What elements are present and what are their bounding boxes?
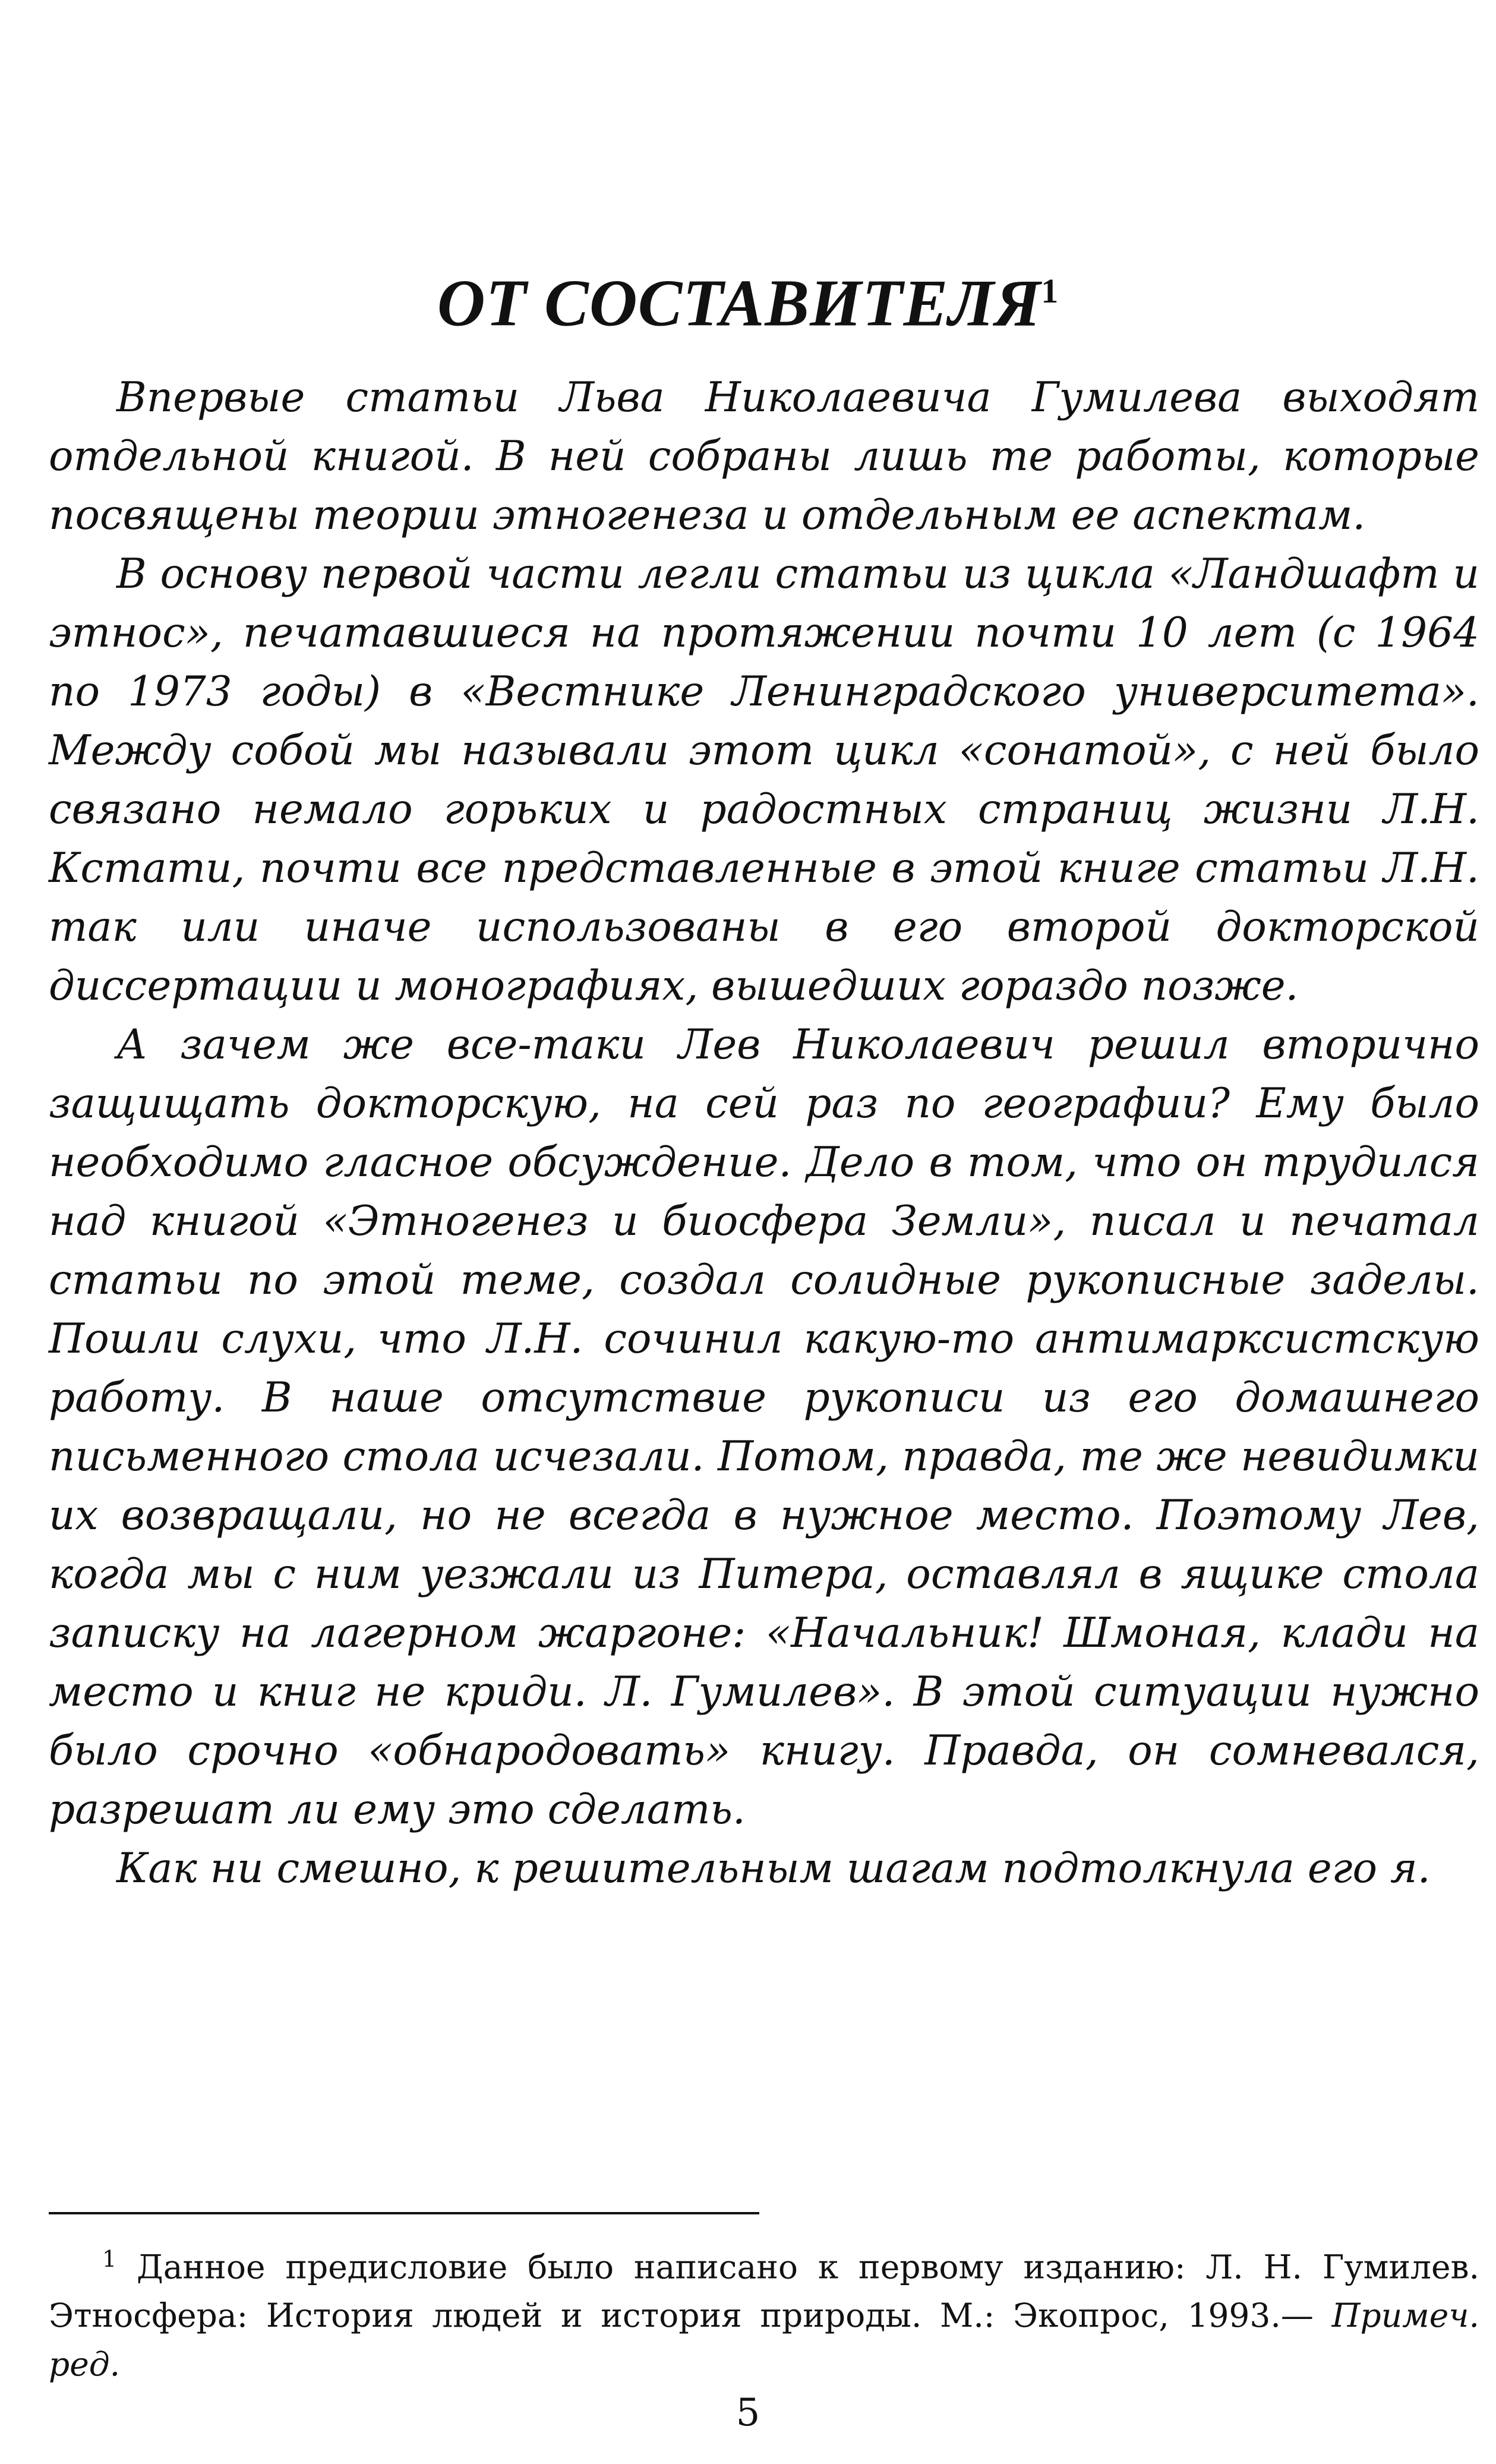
page-number: 5	[736, 2391, 760, 2435]
footnote-mark: 1	[102, 2246, 117, 2272]
page-title	[0, 253, 1496, 342]
footnote-text: Данное предисловие было написано к первому изданию: Л. Н. Гумилев. Этносфера: История людей и история природы. М.: Экопрос, 1993.—	[49, 2248, 1479, 2335]
title-text: ОТ СОСТАВИТЕЛЯ	[437, 266, 1041, 341]
footnote-divider	[49, 2212, 759, 2214]
title-footnote-mark: 1	[1041, 272, 1059, 311]
paragraph-4: Как ни смешно, к решительным шагам подтолкнула его я.	[116, 1845, 1431, 1892]
main-text	[49, 368, 1479, 1898]
paragraph-3: А зачем же все-таки Лев Николаевич решил вторично защищать докторскую, на сей раз по географии? Ему было необходимо гласное обсуждение. Дело в том, что он трудился над книгой «Этногенез и биосфера Земли», писал и печатал статьи по этой теме, создал солидные рукописные заделы. Пошли слухи, что Л.Н. сочинил какую-то антимарксистскую работу. В наше отсутствие рукописи из его домашнего письменного стола исчезали. Потом, правда, те же невидимки их возвращали, но не всегда в нужное место. Поэтому Лев, когда мы с ним уезжали из Питера, оставлял в ящике стола записку на лагерном жаргоне: «Начальник! Шмоная, клади на место и книг не криди. Л. Гумилев». В этой ситуации нужно было срочно «обнародовать» книгу. Правда, он сомневался, разрешат ли ему это сделать.	[49, 1021, 1479, 1833]
footnote	[49, 2235, 1479, 2389]
paragraph-2: В основу первой части легли статьи из цикла «Ландшафт и этнос», печатавшиеся на протяжении почти 10 лет (с 1964 по 1973 годы) в «Вестнике Ленинградского университета». Между собой мы называли этот цикл «сонатой», с ней было связано немало горьких и радостных страниц жизни Л.Н. Кстати, почти все представленные в этой книге статьи Л.Н. так или иначе использованы в его второй докторской диссертации и монографиях, вышедших гораздо позже.	[49, 550, 1479, 1010]
paragraph-1: Впервые статьи Льва Николаевича Гумилева выходят отдельной книгой. В ней собраны лишь те работы, которые посвящены теории этногенеза и отдельным ее аспектам.	[49, 374, 1479, 539]
footnote-editor-note: Примеч. ред.	[49, 2296, 1480, 2384]
